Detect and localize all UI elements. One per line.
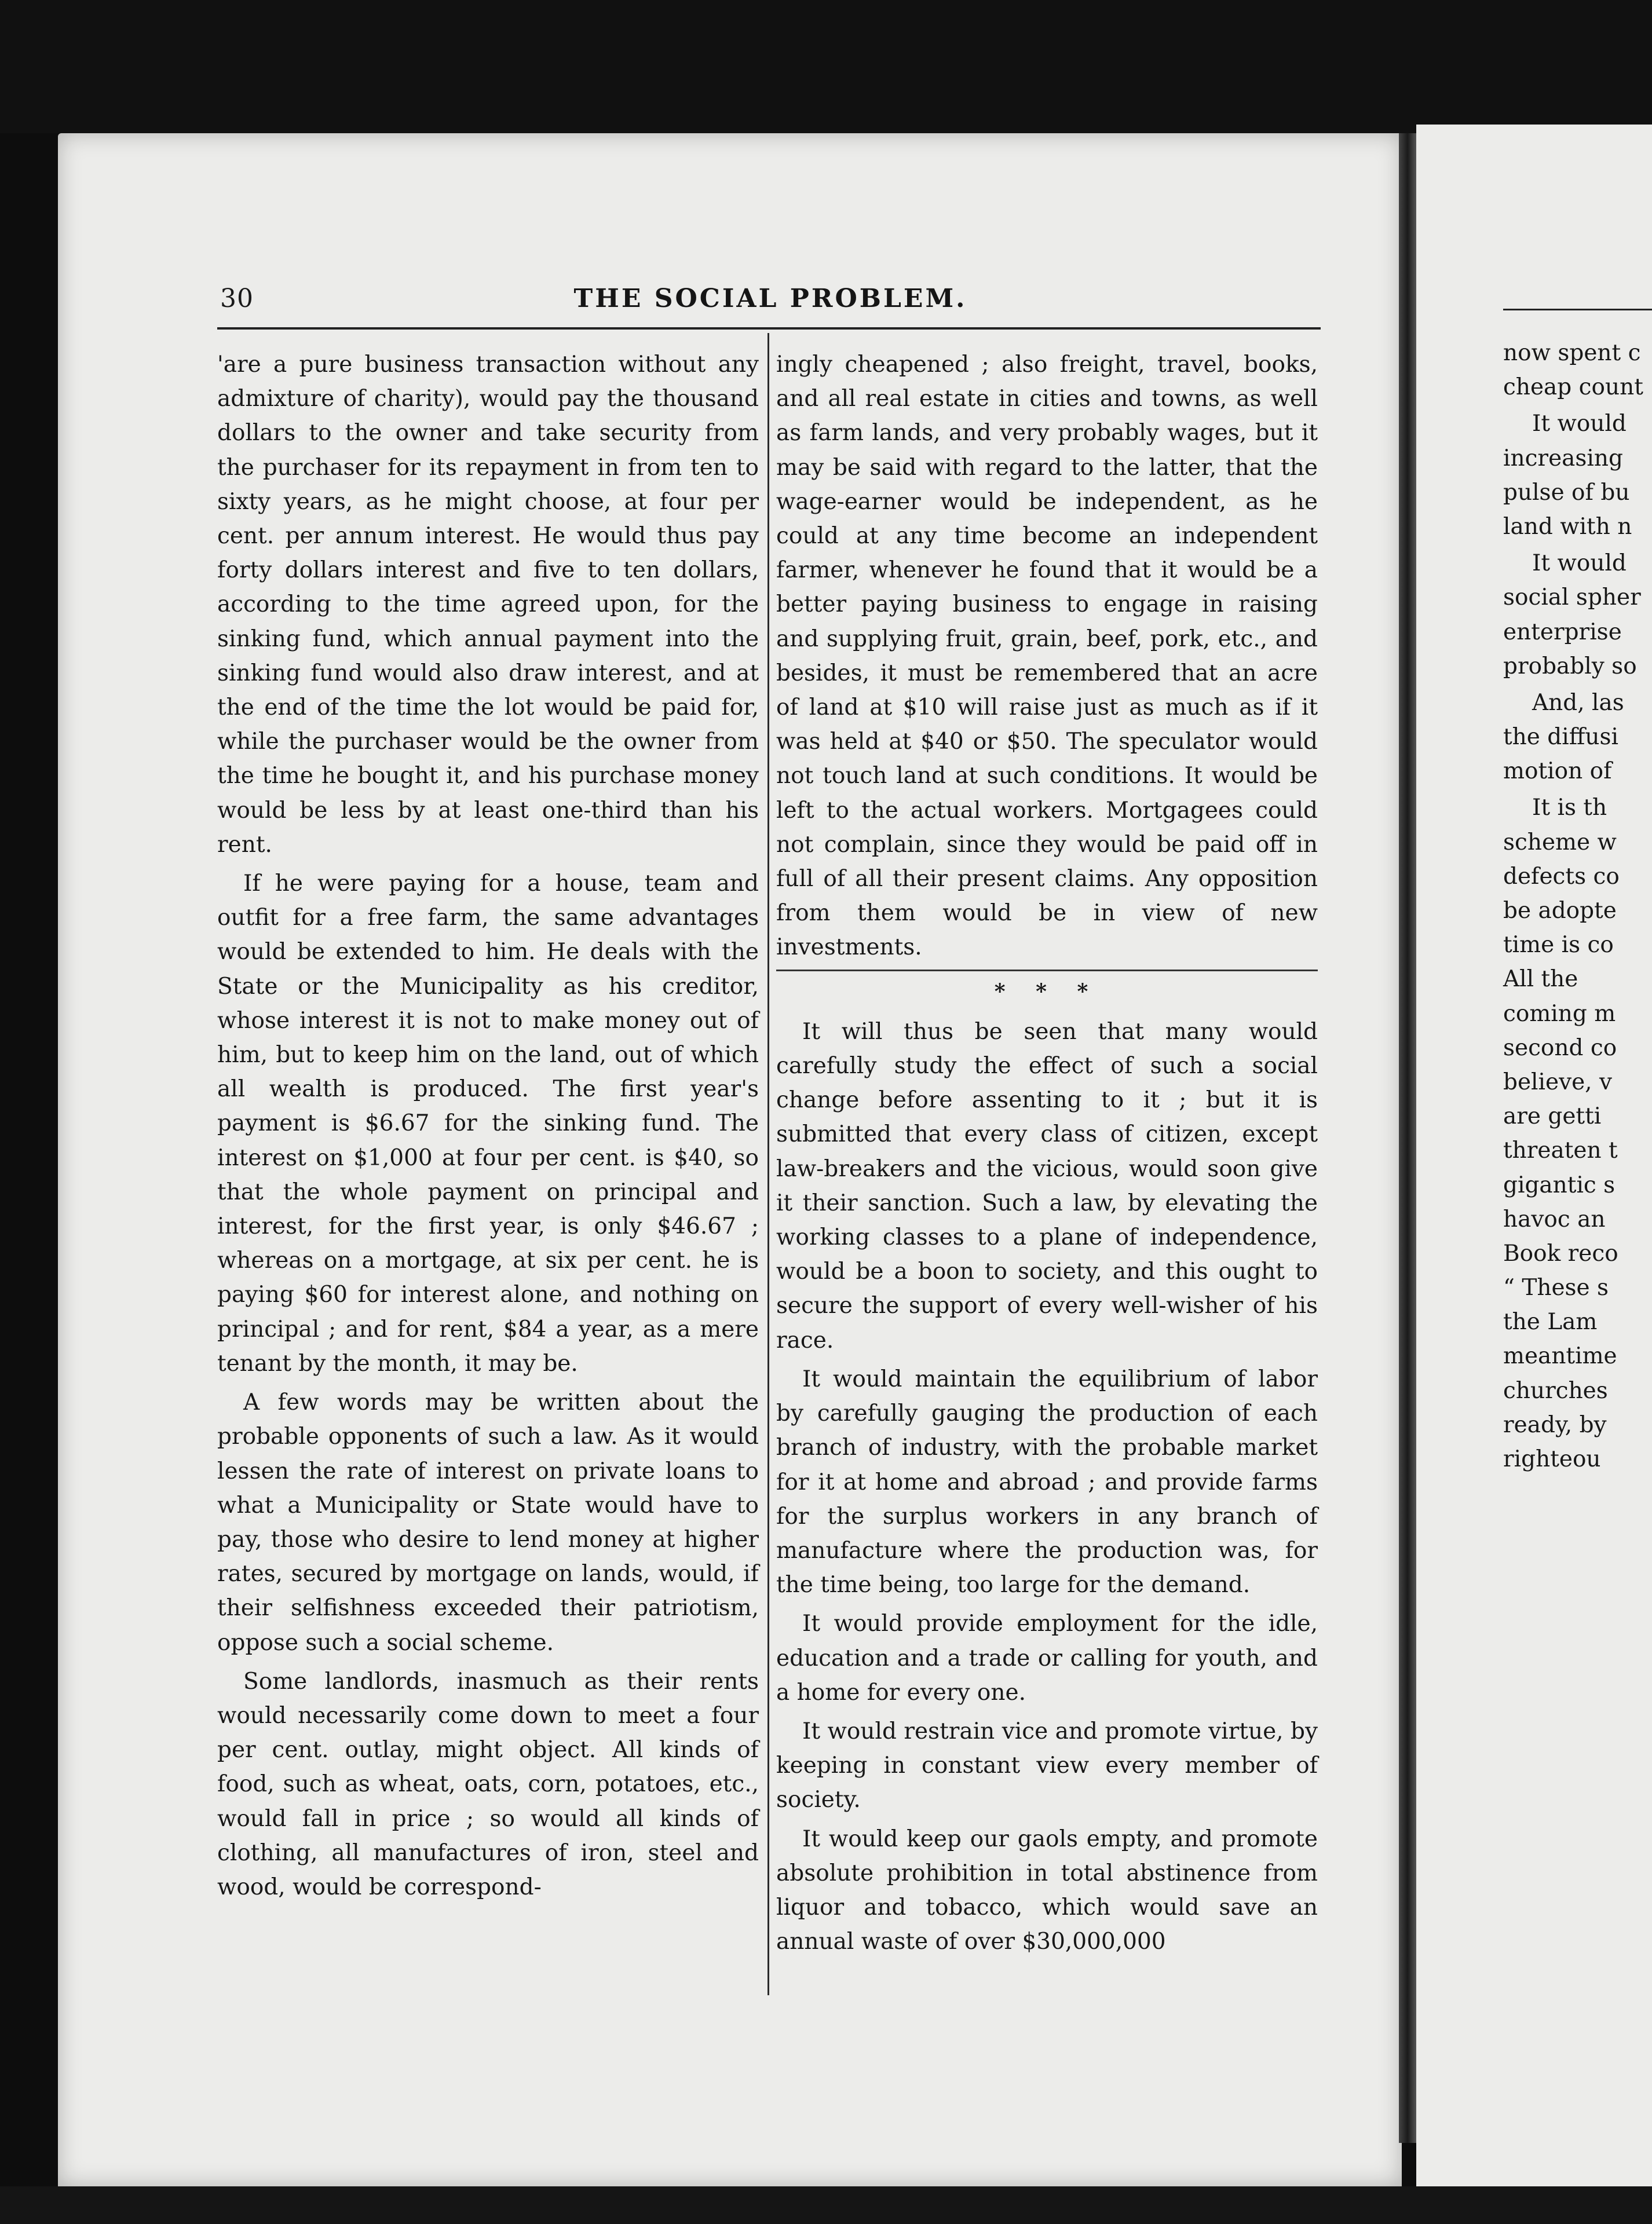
right-text-line: churches [1503, 1377, 1608, 1404]
right-text-line: now spent c [1503, 340, 1641, 366]
right-text-line: the Lam [1503, 1309, 1598, 1336]
right-text-line: increasing [1503, 445, 1623, 471]
column-divider [767, 333, 769, 1995]
paragraph: It would maintain the equilibrium of labor by carefully gauging the production of each branch of industry, with the probable market for it at home and abroad ; and provide farms for the surplus workers in any branch of manufacture where the production was, for the time being, too large for the demand. [776, 1366, 1318, 1599]
page-header [220, 284, 1321, 324]
left-text-column [217, 348, 759, 1909]
right-text-line: meantime [1503, 1343, 1617, 1370]
section-break-asterism: * * * [994, 979, 1100, 1004]
right-text-line: defects co [1503, 863, 1620, 890]
right-text-line: social spher [1503, 584, 1641, 611]
page-number: 30 [220, 284, 254, 313]
right-page-text [1503, 336, 1652, 1476]
right-text-line: All the [1503, 966, 1578, 993]
right-page-fragment [1416, 125, 1652, 2186]
right-text-line: Book reco [1503, 1240, 1618, 1267]
paragraph: It will thus be seen that many would carefully study the effect of such a social change before assenting to it ; but it is submitted that every class of citizen, except law-breakers and the vicious, would soon give it their sanction. Such a law, by elevating the working classes to a plane of independence, would be a boon to society, and this ought to secure the support of every well-wisher of his race. [776, 1018, 1318, 1354]
right-text-line: are getti [1503, 1103, 1602, 1130]
right-text-line: cheap count [1503, 374, 1643, 401]
right-text-line: havoc an [1503, 1206, 1606, 1232]
right-text-line: It is th [1532, 795, 1607, 821]
right-text-line: pulse of bu [1503, 479, 1630, 506]
right-text-line: be adopte [1503, 898, 1617, 924]
right-text-line: gigantic s [1503, 1172, 1616, 1198]
right-text-line: It would [1532, 550, 1627, 577]
header-rule [217, 327, 1321, 330]
right-text-line: land with n [1503, 513, 1632, 540]
right-text-line: scheme w [1503, 829, 1617, 855]
right-text-line: It would [1532, 411, 1627, 437]
right-text-line: second co [1503, 1034, 1617, 1061]
scan-background-top [0, 0, 1652, 133]
right-text-line: the diffusi [1503, 724, 1619, 751]
paragraph: A few words may be written about the probable opponents of such a law. As it would lessen the rate of interest on private loans to what a Municipality or State would have to pay, those who desire to lend money at higher rates, secured by mortgage on lands, would, if their selfishness exceeded their patriotism, oppose such a social scheme. [217, 1389, 759, 1656]
scan-background-bottom [0, 2186, 1652, 2224]
right-text-line: probably so [1503, 653, 1637, 679]
paragraph: It would restrain vice and promote virtue, by keeping in constant view every member of society. [776, 1718, 1318, 1813]
right-text-line: enterprise [1503, 619, 1622, 645]
paragraph: Some landlords, inasmuch as their rents would necessarily come down to meet a four per cent. outlay, might object. All kinds of food, such as wheat, oats, corn, potatoes, etc., would fall in price ; so would all kinds of clothing, all manufactures of iron, steel and wood, would be correspond- [217, 1668, 759, 1900]
right-text-line: coming m [1503, 1000, 1616, 1027]
paragraph: 'are a pure business transaction without any admixture of charity), would pay the thousand dollars to the owner and take security from the purchaser for its repayment in from ten to sixty years, as he might choose, at four per cent. per annum interest. He would thus pay forty dollars interest and five to ten dollars, according to the time agreed upon, for the sinking fund, which annual payment into the sinking fund would also draw interest, and at the end of the time the lot would be paid for, while the purchaser would be the owner from the time he bought it, and his purchase money would be less by at least one-third than his rent. [217, 352, 759, 858]
right-text-line: motion of [1503, 758, 1612, 785]
right-text-line: And, las [1532, 689, 1624, 716]
right-page-header-rule [1503, 309, 1652, 310]
paragraph: It would provide employment for the idle, education and a trade or calling for youth, and a home for every one. [776, 1611, 1318, 1706]
right-text-line: believe, v [1503, 1069, 1613, 1095]
right-text-line: threaten t [1503, 1137, 1618, 1164]
section-rule [776, 970, 1318, 971]
paragraph: It would keep our gaols empty, and promote absolute prohibition in total abstinence from liquor and tobacco, which would save an annual waste of over $30,000,000 [776, 1826, 1318, 1955]
right-text-line: righteou [1503, 1446, 1601, 1472]
paragraph: If he were paying for a house, team and outfit for a free farm, the same advantages would be extended to him. He deals with the State or the Municipality as his creditor, whose interest it is not to make money out of him, but to keep him on the land, out of which all wealth is produced. The first year's payment is $6.67 for the sinking fund. The interest on $1,000 at four per cent. is $40, so that the whole payment on principal and interest, for the first year, is only $46.67 ; whereas on a mortgage, at six per cent. he is paying $60 for interest alone, and nothing on principal ; and for rent, $84 a year, as a mere tenant by the month, it may be. [217, 870, 759, 1377]
paragraph: ingly cheapened ; also freight, travel, books, and all real estate in cities and towns, as well as farm lands, and very probably wages, but it may be said with regard to the latter, that the wage-earner would be independent, as he could at any time become an independent farmer, whenever he found that it would be a better paying business to engage in raising and supplying fruit, grain, beef, pork, etc., and besides, it must be remembered that an acre of land at $10 will raise just as much as if it was held at $40 or $50. The speculator would not touch land at such conditions. It would be left to the actual workers. Mortgagees could not complain, since they would be paid off in full of all their present claims. Any opposition from them would be in view of new investments. [776, 352, 1318, 961]
book-gutter [1399, 133, 1416, 2143]
middle-text-column [776, 348, 1318, 1963]
right-text-line: “ These s [1503, 1275, 1609, 1301]
right-text-line: ready, by [1503, 1411, 1607, 1438]
running-title: THE SOCIAL PROBLEM. [573, 284, 967, 313]
right-text-line: time is co [1503, 932, 1614, 959]
